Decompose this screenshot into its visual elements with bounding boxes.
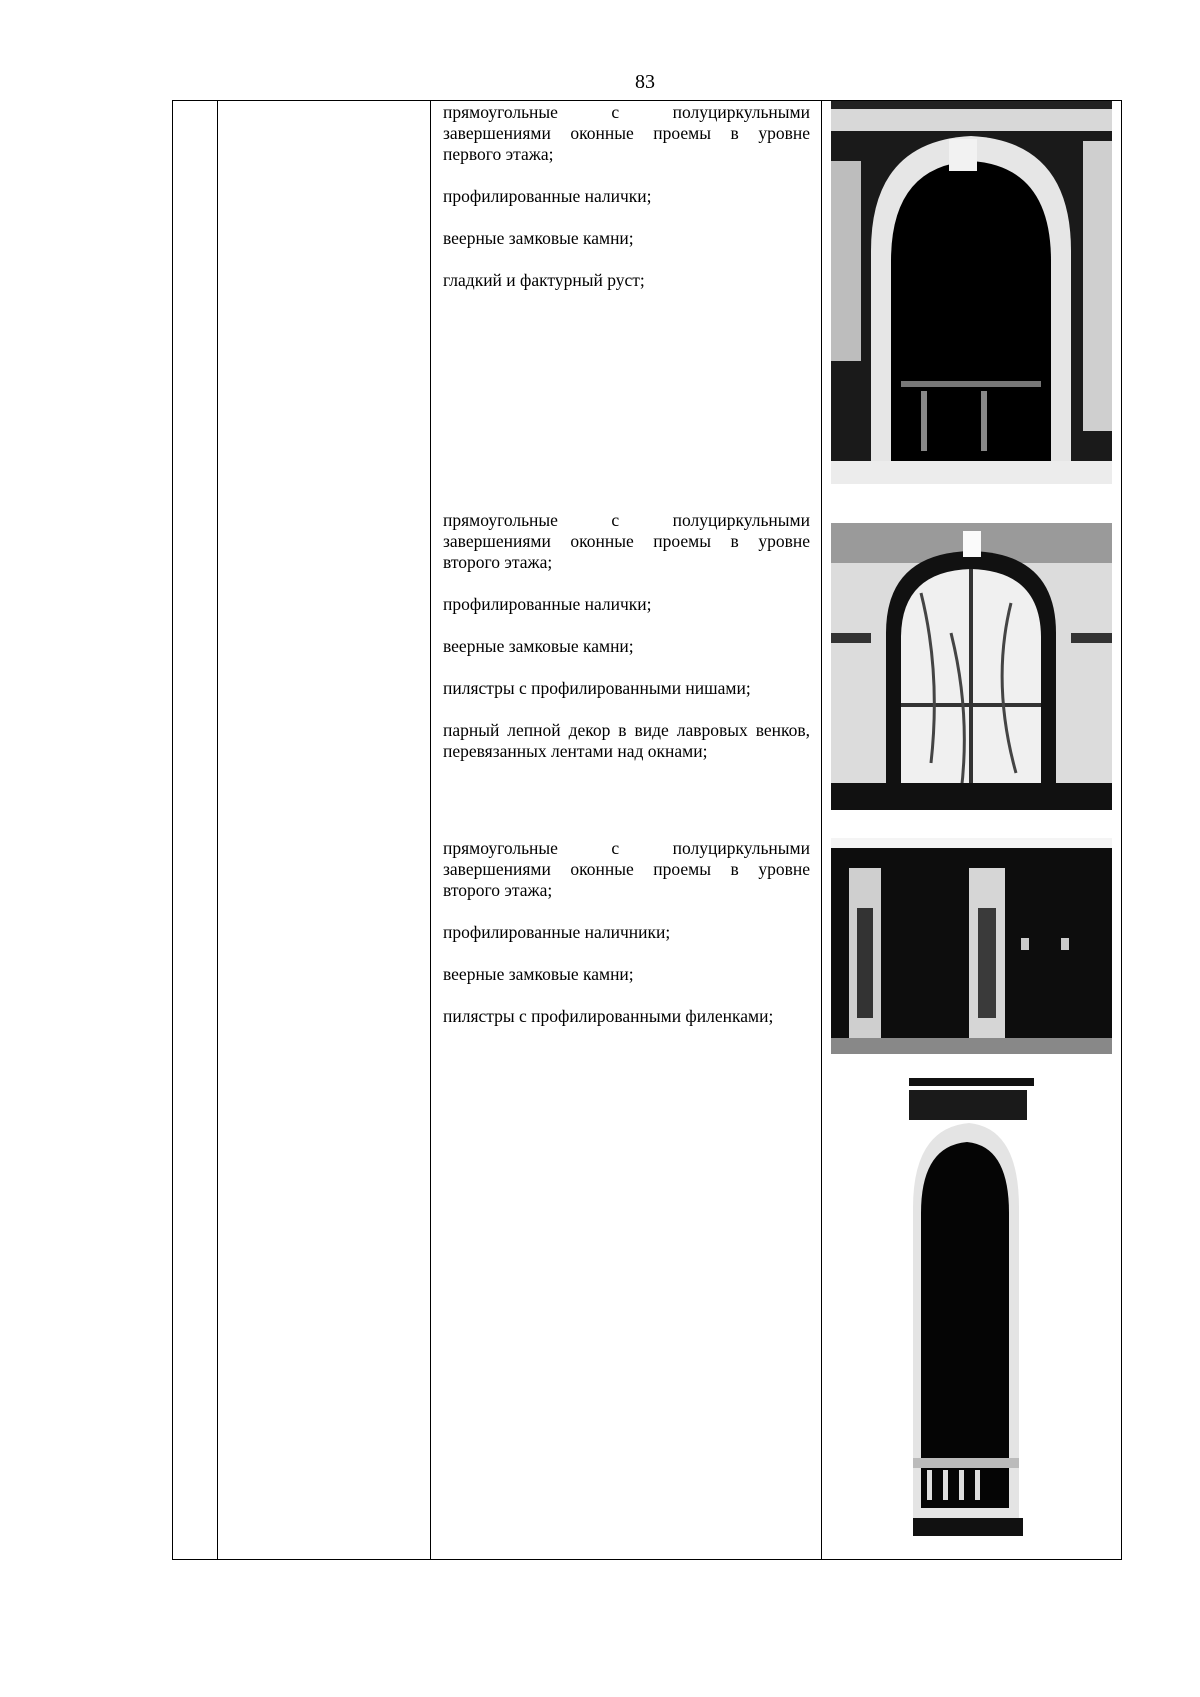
list-item: профилированные налички; [443,186,652,206]
list-item: веерные замковые камни; [443,636,634,656]
list-item: веерные замковые камни; [443,964,634,984]
list-item: пилястры с профилированными филенками; [443,1006,774,1026]
column-divider-3 [821,101,822,1559]
list-item: прямоугольные с полуциркульными завершениями оконные проемы в уровне первого этажа; [443,102,810,164]
list-item: парный лепной декор в виде лавровых венков, перевязанных лентами над окнами; [443,720,810,761]
photo-pilasters-with-panels [831,838,1112,1054]
page-number: 83 [635,71,655,93]
feature-list-section-3 [443,838,810,1048]
column-divider-2 [430,101,431,1559]
column-divider-1 [217,101,218,1559]
feature-list-section-2 [443,510,810,776]
list-item: пилястры с профилированными нишами; [443,678,751,698]
list-item: прямоугольные с полуциркульными завершениями оконные проемы в уровне второго этажа; [443,510,810,572]
list-item: веерные замковые камни; [443,228,634,248]
photo-tall-arched-window [909,1078,1034,1536]
photo-arched-window-second-floor [831,513,1112,810]
photo-arched-window-first-floor [831,101,1112,484]
list-item: профилированные наличники; [443,922,671,942]
list-item: прямоугольные с полуциркульными завершениями оконные проемы в уровне второго этажа; [443,838,810,900]
feature-list-section-1 [443,102,810,312]
list-item: гладкий и фактурный руст; [443,270,645,290]
list-item: профилированные налички; [443,594,652,614]
